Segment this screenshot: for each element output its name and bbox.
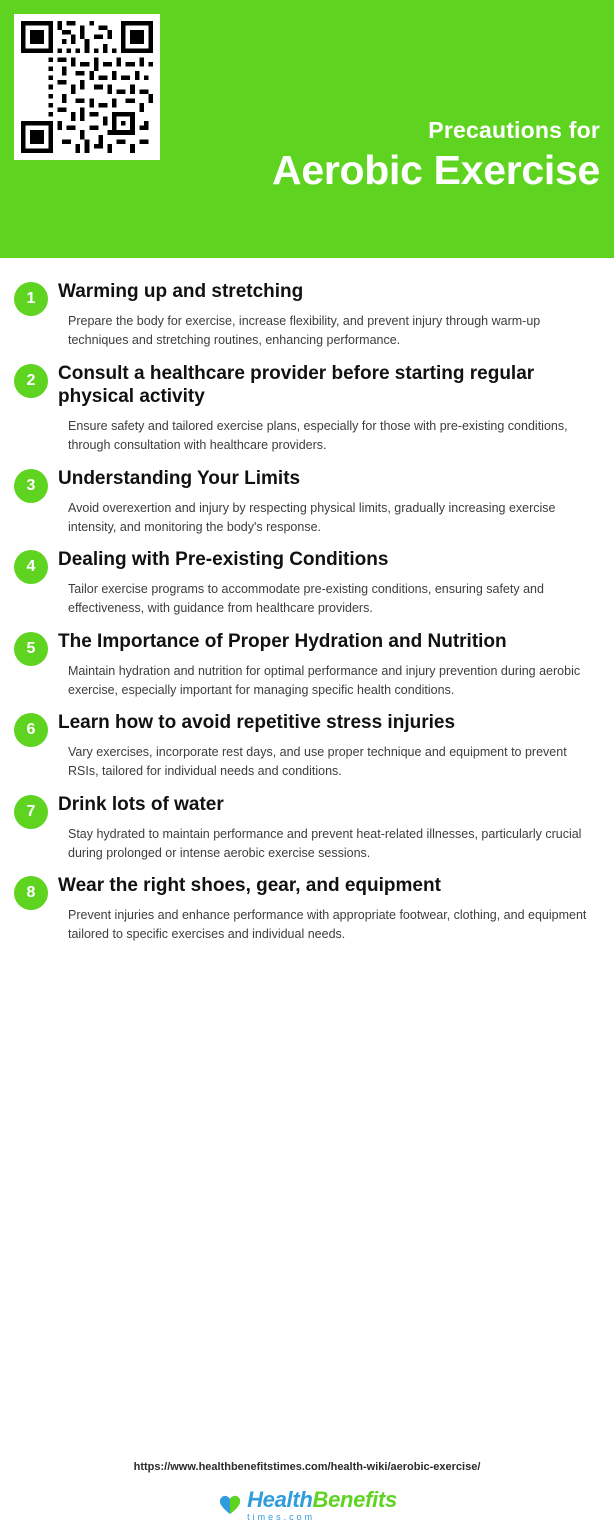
item-body <box>58 548 600 619</box>
item-description: Avoid overexertion and injury by respecting physical limits, gradually increasing exercise intensity, and monitoring the body's response. <box>68 500 556 534</box>
list-item <box>14 630 600 701</box>
item-number-badge: 1 <box>14 282 48 316</box>
brand-domain: times.com <box>247 1512 316 1522</box>
item-title: Wear the right shoes, gear, and equipment <box>58 875 441 897</box>
brand-name <box>247 1487 397 1512</box>
item-number-badge: 8 <box>14 876 48 910</box>
item-description: Prevent injuries and enhance performance with appropriate footwear, clothing, and equipment tailored to specific exercises and individual needs. <box>68 908 587 942</box>
item-body <box>58 280 600 351</box>
brand-text <box>247 1489 397 1522</box>
item-title: Consult a healthcare provider before starting regular physical activity <box>58 362 535 408</box>
qr-code-icon <box>21 21 153 153</box>
list-item <box>14 548 600 619</box>
item-title: The Importance of Proper Hydration and Nutrition <box>58 630 507 652</box>
item-body <box>58 793 600 864</box>
item-number-badge: 2 <box>14 364 48 398</box>
item-body <box>58 711 600 782</box>
item-number-badge: 4 <box>14 550 48 584</box>
list-item <box>14 362 600 456</box>
item-title: Learn how to avoid repetitive stress injuries <box>58 712 456 734</box>
list-item <box>14 280 600 351</box>
list-item <box>14 711 600 782</box>
list-item <box>14 793 600 864</box>
item-description: Vary exercises, incorporate rest days, and use proper technique and equipment to prevent RSIs, tailored for individual needs and conditions. <box>68 745 567 779</box>
header-pre-title: Precautions for <box>428 117 600 143</box>
heart-leaf-icon <box>217 1491 243 1522</box>
item-description: Tailor exercise programs to accommodate pre-existing conditions, ensuring safety and effectiveness, with guidance from healthcare providers. <box>68 582 544 616</box>
item-title: Understanding Your Limits <box>58 467 301 489</box>
item-body <box>58 874 600 945</box>
item-title: Dealing with Pre-existing Conditions <box>58 549 389 571</box>
brand-logo-block <box>14 1489 600 1522</box>
item-title: Drink lots of water <box>58 793 224 815</box>
qr-code-container <box>14 14 160 160</box>
list-item <box>14 874 600 945</box>
brand-name-part2: Benefits <box>312 1487 397 1512</box>
item-number-badge: 6 <box>14 713 48 747</box>
header-title-block <box>272 118 600 192</box>
item-number-badge: 3 <box>14 469 48 503</box>
list-item <box>14 467 600 538</box>
item-title: Warming up and stretching <box>58 281 304 302</box>
header-banner <box>0 0 614 258</box>
item-number-badge: 7 <box>14 795 48 829</box>
item-description: Prepare the body for exercise, increase flexibility, and prevent injury through warm-up techniques and stretching routines, enhancing performance. <box>68 313 541 348</box>
item-number-badge: 5 <box>14 632 48 666</box>
footer <box>0 1455 614 1536</box>
item-description: Maintain hydration and nutrition for optimal performance and injury prevention during aerobic exercise, especially important for managing specific health conditions. <box>68 663 581 697</box>
item-body <box>58 467 600 538</box>
source-url-link[interactable]: https://www.healthbenefitstimes.com/health-wiki/aerobic-exercise/ <box>133 1461 481 1473</box>
item-description: Ensure safety and tailored exercise plans, especially for those with pre-existing conditions, through consultation with healthcare providers. <box>68 419 568 453</box>
item-body <box>58 630 600 701</box>
brand-name-part1: Health <box>247 1487 313 1512</box>
item-body <box>58 362 600 456</box>
item-description: Stay hydrated to maintain performance and prevent heat-related illnesses, particularly crucial during prolonged or intense aerobic exercise sessions. <box>68 826 582 860</box>
precautions-list <box>0 258 614 1455</box>
page-title: Aerobic Exercise <box>272 147 600 194</box>
